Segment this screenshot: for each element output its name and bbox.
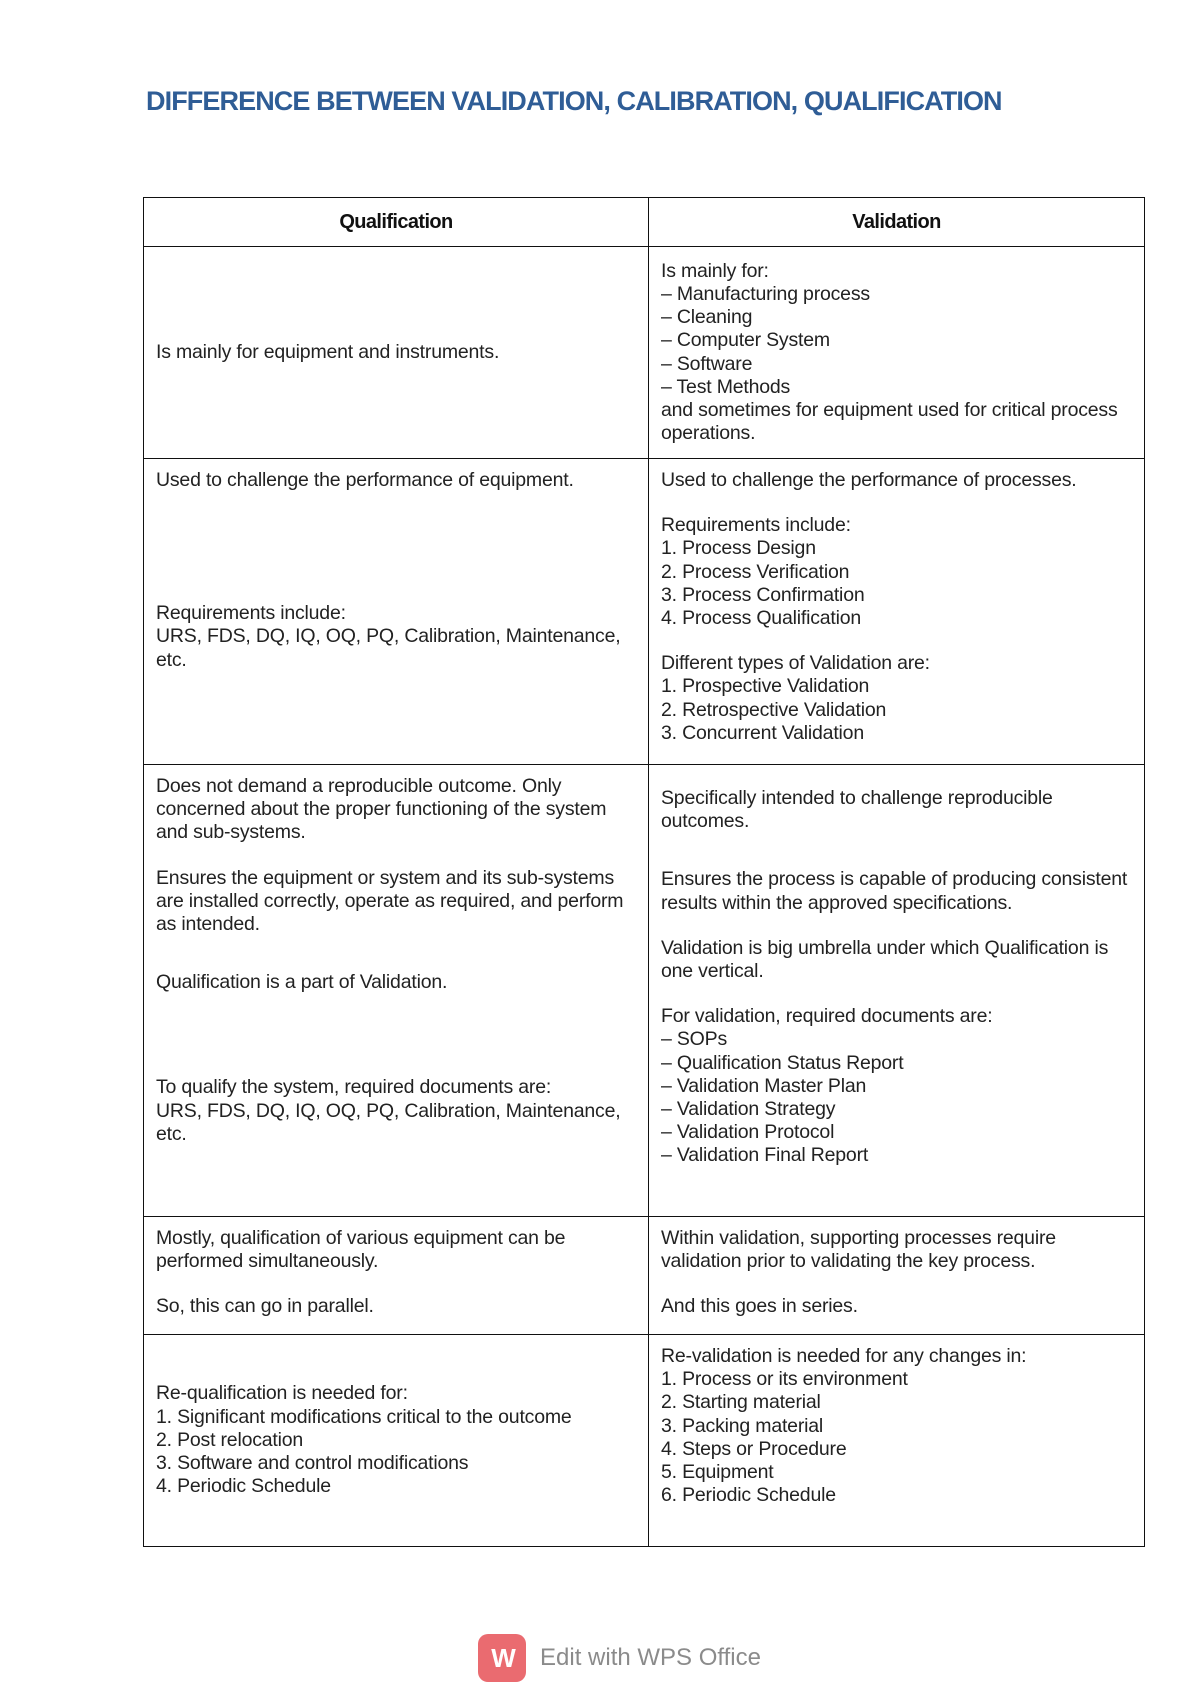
cell-text: To qualify the system, required documents are:	[156, 1076, 552, 1099]
header-qualification: Qualification	[144, 198, 649, 247]
cell-text: URS, FDS, DQ, IQ, OQ, PQ, Calibration, Maintenance, etc.	[156, 1099, 621, 1145]
list-item: 2. Starting material	[661, 1391, 821, 1414]
list-item: 1. Prospective Validation	[661, 675, 870, 698]
table-row	[144, 459, 1145, 765]
validation-cell	[649, 1217, 1145, 1335]
validation-cell	[649, 1335, 1145, 1547]
list-item: 3. Software and control modifications	[156, 1452, 469, 1475]
cell-text: Requirements include:	[156, 602, 346, 625]
cell-text: Validation is big umbrella under which Qualification is one vertical.	[661, 936, 1109, 983]
list-item: 2. Retrospective Validation	[661, 698, 887, 721]
list-item: – Software	[661, 352, 753, 375]
list-item: 6. Periodic Schedule	[661, 1484, 836, 1507]
list-item: 1. Process Design	[661, 537, 816, 560]
list-item: – Validation Protocol	[661, 1121, 835, 1144]
table-row	[144, 1217, 1145, 1335]
cell-text: Re-qualification is needed for:	[156, 1382, 408, 1405]
cell-text: Does not demand a reproducible outcome. Only concerned about the proper functioning of the system and sub-systems.	[156, 775, 607, 844]
qualification-cell	[144, 247, 649, 459]
list-item: – Qualification Status Report	[661, 1051, 904, 1074]
list-item: 3. Process Confirmation	[661, 583, 865, 606]
list-item: 5. Equipment	[661, 1461, 774, 1484]
cell-text: Within validation, supporting processes require validation prior to validating the key process.	[661, 1227, 1056, 1273]
cell-text: So, this can go in parallel.	[156, 1295, 374, 1318]
cell-text: Mostly, qualification of various equipment can be performed simultaneously.	[156, 1227, 566, 1273]
table-row	[144, 765, 1145, 1217]
cell-text: Ensures the process is capable of producing consistent results within the approved specifications.	[661, 868, 1128, 914]
list-item: 4. Periodic Schedule	[156, 1475, 331, 1498]
list-item: – Validation Master Plan	[661, 1074, 867, 1097]
list-item: – Validation Final Report	[661, 1144, 869, 1167]
wps-logo-icon: W	[478, 1634, 526, 1682]
list-item: – SOPs	[661, 1028, 727, 1051]
qualification-cell	[144, 1217, 649, 1335]
cell-text: For validation, required documents are:	[661, 1005, 993, 1028]
list-item: – Cleaning	[661, 306, 753, 329]
list-item: – Manufacturing process	[661, 282, 870, 305]
list-item: 1. Process or its environment	[661, 1368, 908, 1391]
qualification-cell	[144, 765, 649, 1217]
validation-cell	[649, 459, 1145, 765]
cell-text: Requirements include:	[661, 514, 851, 537]
comparison-table	[143, 197, 1145, 1547]
cell-text: And this goes in series.	[661, 1295, 858, 1318]
validation-cell	[649, 247, 1145, 459]
wps-watermark[interactable]	[478, 1633, 761, 1683]
cell-text: URS, FDS, DQ, IQ, OQ, PQ, Calibration, Maintenance, etc.	[156, 625, 621, 671]
validation-cell	[649, 765, 1145, 1217]
document-title: DIFFERENCE BETWEEN VALIDATION, CALIBRATION, QUALIFICATION	[146, 86, 1002, 116]
list-item: 3. Concurrent Validation	[661, 721, 864, 744]
table-row	[144, 1335, 1145, 1547]
list-item: – Validation Strategy	[661, 1098, 836, 1121]
table-row	[144, 247, 1145, 459]
cell-text: Re-validation is needed for any changes in:	[661, 1345, 1027, 1367]
cell-text: Different types of Validation are:	[661, 652, 930, 675]
list-item: 1. Significant modifications critical to the outcome	[156, 1405, 572, 1428]
cell-text: Is mainly for:	[661, 259, 769, 282]
header-validation: Validation	[649, 198, 1145, 247]
list-item: 2. Process Verification	[661, 560, 850, 583]
cell-text: Is mainly for equipment and instruments.	[156, 340, 500, 363]
cell-text: and sometimes for equipment used for critical process operations.	[661, 398, 1118, 445]
list-item: – Test Methods	[661, 375, 791, 398]
cell-text: Specifically intended to challenge reproducible outcomes.	[661, 787, 1053, 833]
cell-text: Used to challenge the performance of processes.	[661, 469, 1077, 491]
list-item: 4. Process Qualification	[661, 607, 862, 630]
list-item: – Computer System	[661, 329, 830, 352]
watermark-text: Edit with WPS Office	[540, 1644, 761, 1671]
table-header-row	[144, 198, 1145, 247]
cell-text: Used to challenge the performance of equipment.	[156, 469, 574, 491]
qualification-cell	[144, 1335, 649, 1547]
cell-text: Ensures the equipment or system and its sub-systems are installed correctly, operate as required, and perform as intended.	[156, 866, 624, 936]
cell-text: Qualification is a part of Validation.	[156, 971, 448, 994]
qualification-cell	[144, 459, 649, 765]
list-item: 3. Packing material	[661, 1414, 824, 1437]
list-item: 2. Post relocation	[156, 1428, 304, 1451]
list-item: 4. Steps or Procedure	[661, 1437, 847, 1460]
